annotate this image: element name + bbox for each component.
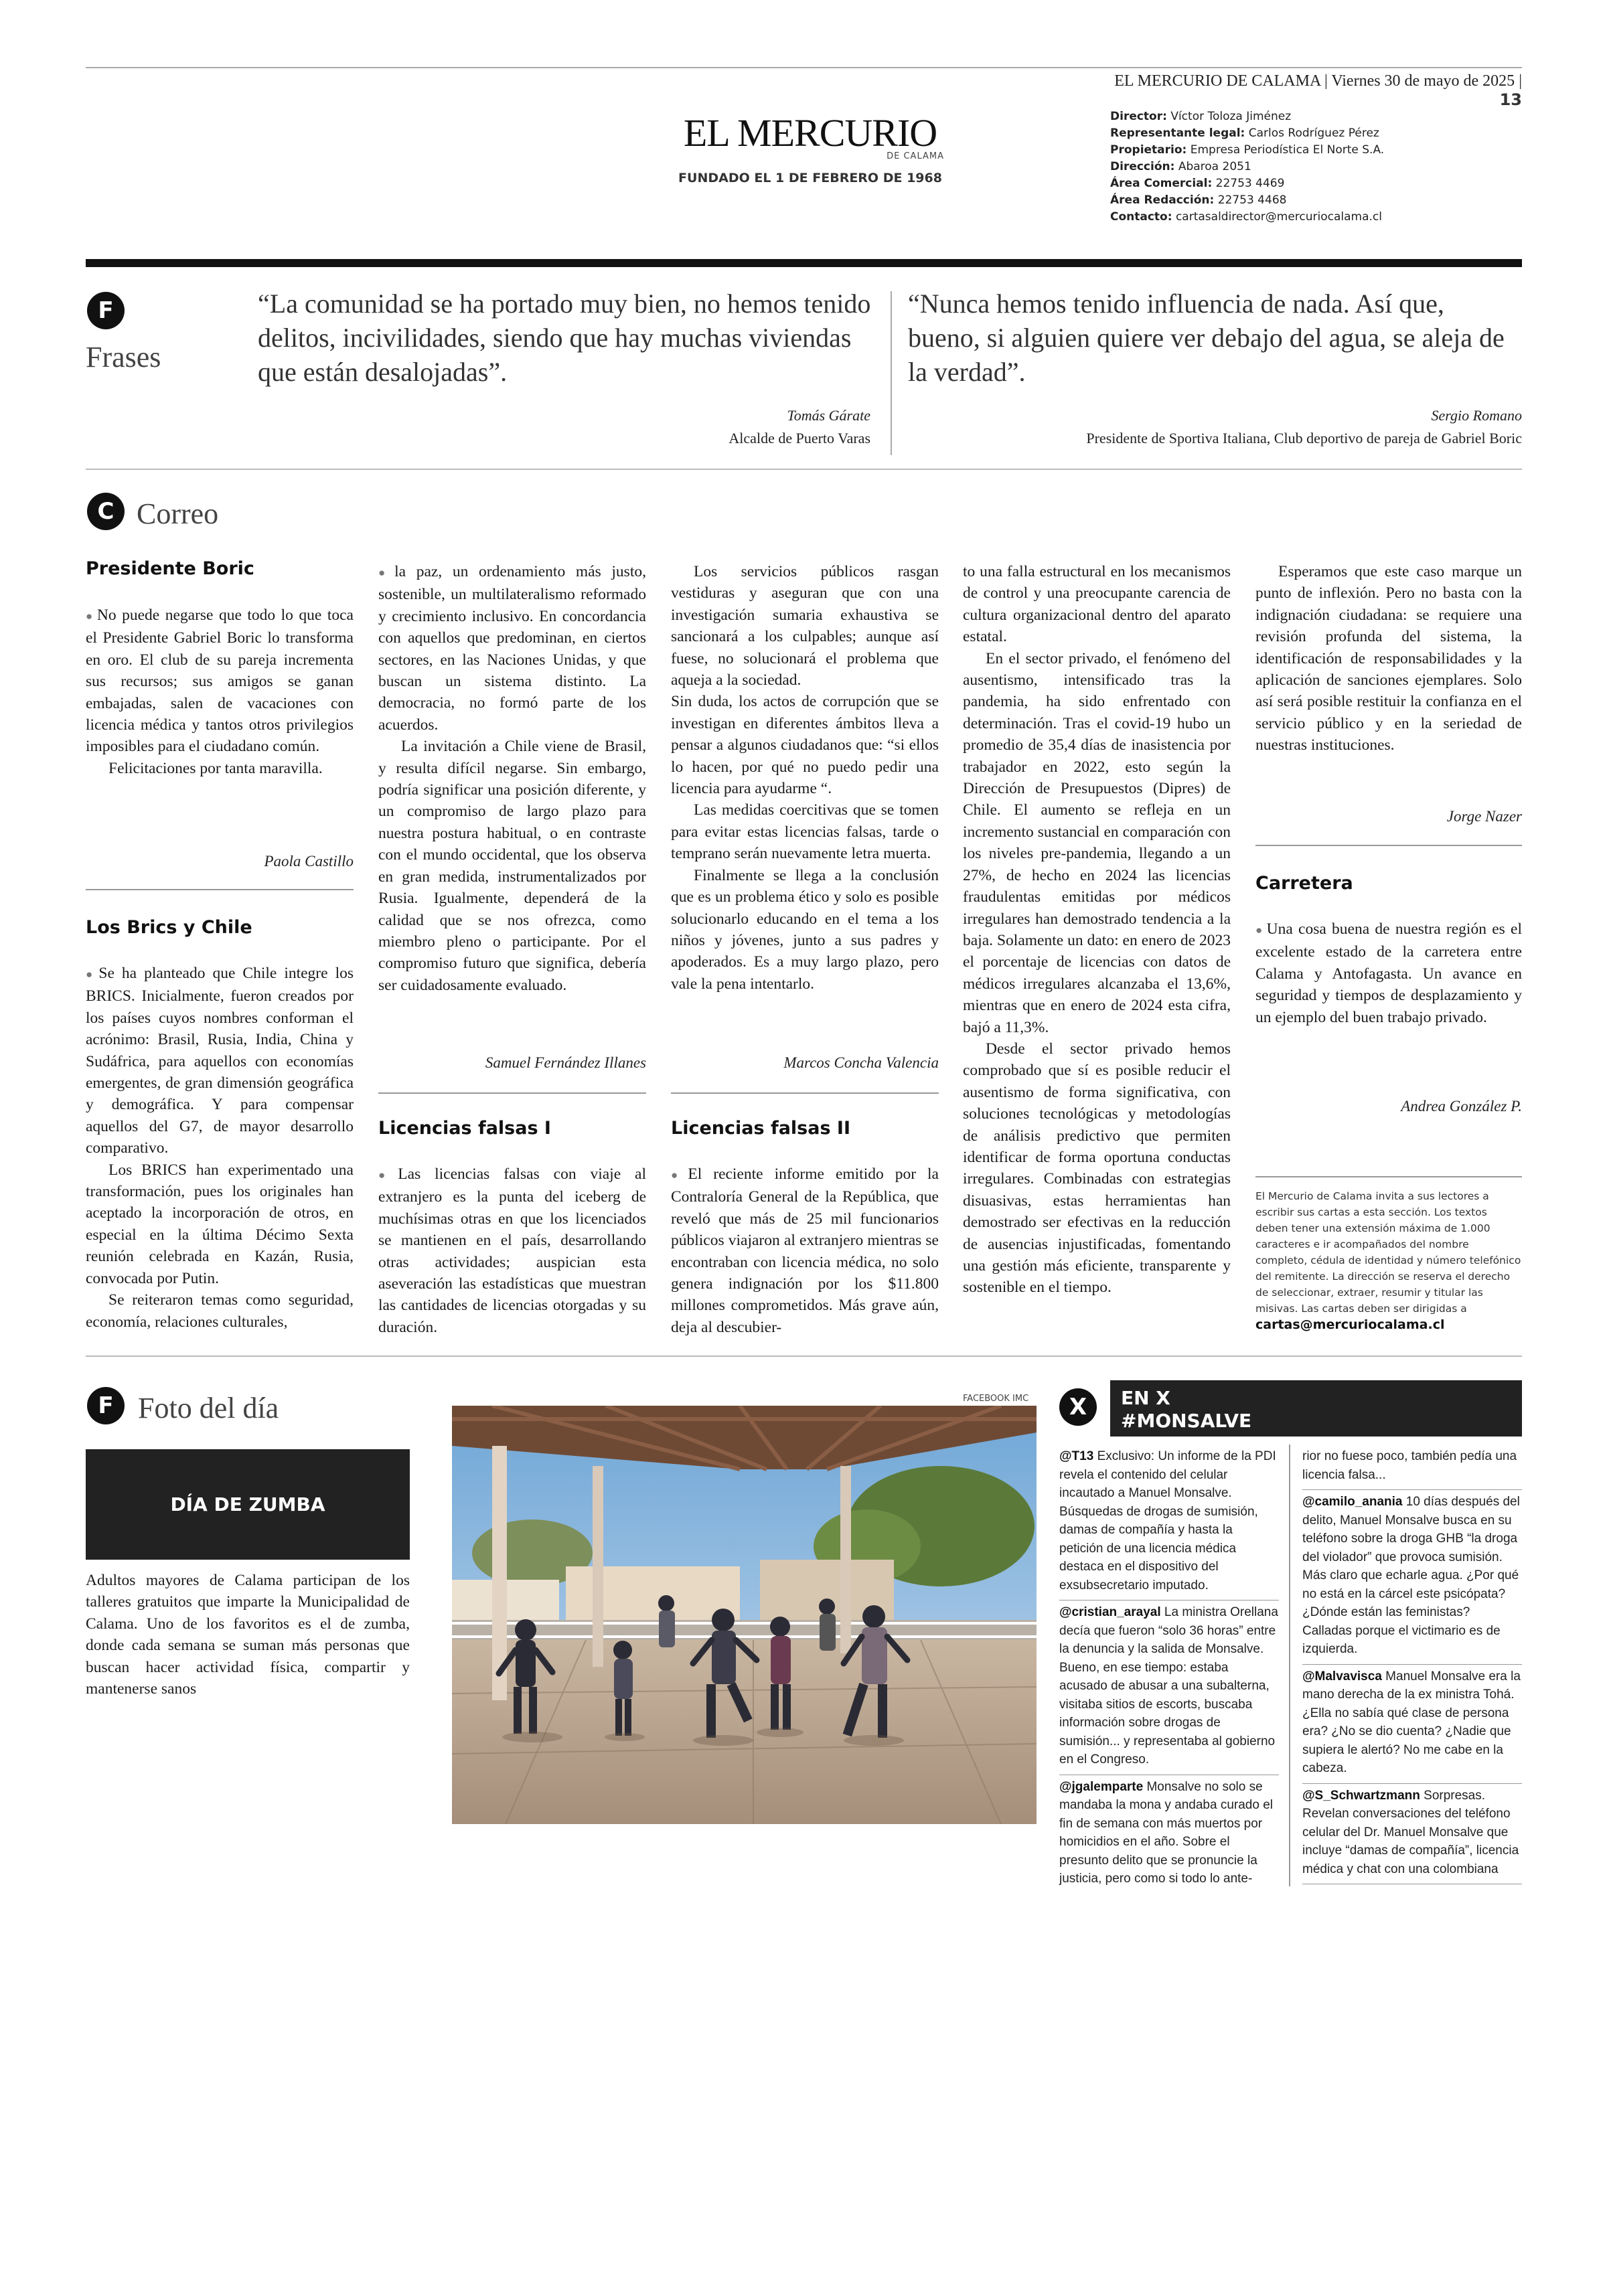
- frases-label: Frases: [86, 341, 161, 374]
- tweet-handle[interactable]: @T13: [1059, 1449, 1094, 1463]
- letter-body-brics-col2: ● la paz, un ordenamiento más justo, sostenible, un multilateralismo reformado y crecimiento inclusivo. En concordancia con aquellos que predominan, en ciertos sectores, en las Naciones Unidas, y que buscan un sistema distinto. La democracia, no formó parte de los acuerdos. La invitación a Chile viene de Brasil, y resulta difícil negarse. Sin embargo, podría significar una posición diferente, y un compromiso de largo plazo para nuestra postura habitual, o en contraste con el mundo occidental, que los observa en gran medida, instrumentalizados por Rusia. Igualmente, dependerá de la calidad que se nos ofrezca, como miembro pleno o participante. Por el compromiso futuro que significa, debería ser cuidadosamente evaluado.: [378, 561, 646, 996]
- quote-1-role: Alcalde de Puerto Varas: [729, 430, 870, 446]
- founded-line: FUNDADO EL 1 DE FEBRERO DE 1968: [678, 171, 942, 185]
- quote-2-role: Presidente de Sportiva Italiana, Club deportivo de pareja de Gabriel Boric: [1086, 430, 1522, 446]
- contact-email-link[interactable]: cartasaldirector@mercuriocalama.cl: [1175, 210, 1383, 224]
- letter-body-brics-col1: ● Se ha planteado que Chile integre los BRICS. Inicialmente, fueron creados por los países cuyos nombres conforman el acrónimo: Brasil, Rusia, India, China y Sudáfrica, para aquellos con economías emergentes, de gran dimensión geográfica y demográfica. Y para compensar aquellos del G7, de mayor desarrollo comparativo. Los BRICS han experimentado una transformación, pues los originales han aceptado la incorporación de otros, en especial en la última Décimo Sexta reunión celebrada en Kazán, Rusia, convocada por Putin. Se reiteraron temas como seguridad, economía, relaciones culturales,: [86, 963, 354, 1333]
- letter-body-lic2-col5: Esperamos que este caso marque un punto de inflexión. Pero no basta con la indignación ciudadana: se requiere una revisión profunda del sistema, la identificación de responsabilidades y la aplicación de sanciones ejemplares. Solo así será posible restituir la confianza en el servicio público y en la seriedad de nuestras instituciones.: [1255, 563, 1522, 754]
- x-badge: X: [1059, 1388, 1097, 1426]
- signature-brics: Samuel Fernández Illanes: [485, 1054, 646, 1071]
- tweet-handle[interactable]: @jgalemparte: [1059, 1779, 1144, 1794]
- quote-1: “La comunidad se ha portado muy bien, no hemos tenido delitos, incivilidades, siendo que hay muchas viviendas que están desalojadas”.: [258, 289, 871, 387]
- photo-title-box: [86, 1449, 410, 1560]
- top-rule: [86, 67, 1522, 68]
- signature-lic1: Marcos Concha Valencia: [783, 1054, 939, 1071]
- letter-body-lic1: ● Las licencias falsas con viaje al extranjero es la punta del iceberg de muchísimas otras en que los licenciados se mantienen en el país, desarrollando otras actividades; auspician esta aseveración las estadísticas que muestran las cantidades de licencias otorgadas y su duración.: [378, 1163, 646, 1338]
- staff-legal: Representante legal: Carlos Rodríguez Pérez: [1110, 127, 1379, 140]
- tweet-handle[interactable]: @cristian_arayal: [1059, 1605, 1161, 1619]
- signature-boric: Paola Castillo: [264, 853, 354, 870]
- masthead-title: EL MERCURIO: [683, 111, 937, 155]
- divider-1: [86, 889, 354, 890]
- divider-4: [1255, 845, 1522, 846]
- paper-name: EL MERCURIO DE CALAMA: [1114, 72, 1320, 90]
- x-column-2: [1302, 1445, 1522, 1884]
- quote-2-author: Sergio Romano: [1431, 407, 1522, 424]
- letters-email-link[interactable]: cartas@mercuriocalama.cl: [1255, 1317, 1445, 1332]
- photo-title: DÍA DE ZUMBA: [170, 1493, 325, 1515]
- page-header: EL MERCURIO DE CALAMA | Viernes 30 de mayo de 2025 | 13: [1114, 72, 1522, 109]
- letter-body-carretera: ● Una cosa buena de nuestra región es el excelente estado de la carretera entre Calama y Antofagasta. Un avance en seguridad y tiempos de desplazamiento y un ejemplo del buen trabajo privado.: [1255, 918, 1522, 1028]
- letter-body-lic1-cont: Los servicios públicos rasgan vestiduras y aseguran que con una investigación sumaria exhaustiva se sancionará a los culpables; aunque así fuese, no solucionará el problema que aqueja a la sociedad. Sin duda, los actos de corrupción que se investigan en diferentes ámbitos lleva a pensar a algunos ciudadanos que: “si ellos lo hacen, por qué no puedo pedir una licencia para ayudarme “. Las medidas coercitivas que se tomen para evitar estas licencias falsas, tarde o temprano serán nuevamente letra muerta. Finalmente se llega a la conclusión que es un problema ético y solo es posible solucionarlo educando en el tema a los niños y jóvenes, junto a sus padres y apoderados. Es a muy largo plazo, pero vale la pena intentarlo.: [671, 563, 939, 993]
- tweet-handle[interactable]: @Malvavisca: [1302, 1669, 1382, 1684]
- staff-contact: Contacto: cartasaldirector@mercuriocalama.cl: [1110, 210, 1383, 224]
- correo-badge: C: [87, 493, 125, 530]
- letter-title-boric: Presidente Boric: [86, 558, 254, 579]
- letter-title-brics: Los Brics y Chile: [86, 917, 252, 938]
- staff-box: [1110, 108, 1512, 226]
- tweet-item: @cristian_arayal La ministra Orellana decía que fueron “solo 36 horas” entre la denuncia y la salida de Monsalve. Bueno, en ese tiempo: estaba acusado de abusar a una subalterna, visitaba sitios de escorts, buscaba información sobre drogas de sumisión... y representaba al gobierno en el Congreso.: [1059, 1601, 1279, 1775]
- quote-1-author: Tomás Gárate: [787, 407, 870, 424]
- staff-commercial: Área Comercial: 22753 4469: [1110, 177, 1285, 190]
- letter-title-lic1: Licencias falsas I: [378, 1118, 551, 1139]
- photo-credit: FACEBOOK IMC: [963, 1394, 1029, 1404]
- tweet-item: @S_Schwartzmann Sorpresas. Revelan conversaciones del teléfono celular del Dr. Manuel Monsalve que incluye “damas de compañía”, licencia médica y chat con una colombiana: [1302, 1784, 1522, 1885]
- header-bar: [86, 259, 1522, 267]
- tweet-handle[interactable]: @S_Schwartzmann: [1302, 1788, 1420, 1803]
- correo-bottom-rule: [86, 1356, 1522, 1357]
- divider-2: [378, 1092, 646, 1094]
- signature-carretera: Andrea González P.: [1401, 1098, 1522, 1115]
- staff-newsroom: Área Redacción: 22753 4468: [1110, 193, 1287, 207]
- letters-note: El Mercurio de Calama invita a sus lectores a escribir sus cartas a esta sección. Los textos deben tener una extensión máxima de 1.000 caracteres e ir acompañados del nombre completo, cédula de identidad y número telefónico del remitente. La dirección se reserva el derecho de seleccionar, extraer, resumir y titular las misivas. Las cartas deben ser dirigidas a cartas@mercuriocalama.cl: [1255, 1190, 1521, 1332]
- x-title-bar: [1110, 1380, 1522, 1437]
- quote-2: “Nunca hemos tenido influencia de nada. Así que, bueno, si alguien quiere ver debajo del agua, se aleja de la verdad”.: [908, 289, 1505, 387]
- tweet-item: @camilo_anania 10 días después del delito, Manuel Monsalve busca en su teléfono sobre la droga GHB “la droga del violador” que provoca sumisión. Más claro que echarle agua. ¿Por qué no está en la cárcel este psicópata? ¿Dónde están las feministas? Calladas porque el victimario es de izquierda.: [1302, 1490, 1522, 1665]
- divider-3: [671, 1092, 939, 1094]
- x-title-2: #MONSALVE: [1121, 1410, 1252, 1432]
- masthead: [670, 110, 951, 185]
- divider-5: [1255, 1176, 1522, 1177]
- issue-date: Viernes 30 de mayo de 2025: [1331, 72, 1515, 90]
- tweet-item: @Malvavisca Manuel Monsalve era la mano derecha de la ex ministra Tohá. ¿Ella no sabía qué clase de persona era? ¿No se dio cuenta? ¿Nadie que supiera le alertó? No me cabe en la cabeza.: [1302, 1665, 1522, 1784]
- x-column-divider: [1289, 1445, 1290, 1886]
- correo-label: Correo: [137, 497, 219, 530]
- letter-title-carretera: Carretera: [1255, 873, 1353, 894]
- tweet-item: rior no fuese poco, también pedía una licencia falsa...: [1302, 1445, 1522, 1490]
- x-column-1: [1059, 1445, 1279, 1894]
- foto-label: Foto del día: [138, 1392, 279, 1424]
- staff-owner: Propietario: Empresa Periodística El Norte S.A.: [1110, 143, 1385, 157]
- tweet-item: @T13 Exclusivo: Un informe de la PDI revela el contenido del celular incautado a Manuel Monsalve. Búsquedas de drogas de sumisión, damas de compañía y hasta la petición de una licencia médica destaca en el dispositivo del exsubsecretario imputado.: [1059, 1445, 1279, 1601]
- zumba-photo: [452, 1406, 1037, 1824]
- masthead-subtitle: DE CALAMA: [887, 151, 944, 161]
- letter-body-lic2-col4: to una falla estructural en los mecanismos de control y una preocupante carencia de cultura organizacional dentro del aparato estatal. En el sector privado, el fenómeno del ausentismo, intensificado tras la pandemia, ha sido enfrentado con determinación. Tras el covid-19 hubo un promedio de 35,4 días de inasistencia por trabajador en 2022, esto según la Dirección de Presupuestos (Dipres) de Chile. El aumento se refleja en un incremento sustancial en comparación con los niveles pre-pandemia, llegando a un 27%, de hecho en 2024 las licencias fraudulentas emitidas por médicos irregulares han demostrado tendencia a la baja. Solamente un dato: en enero de 2023 el porcentaje de licencias con datos de médicos irregulares alcanzaba el 13,6%, mientras que en enero de 2024 esta cifra, bajó a 11,3%. Desde el sector privado hemos comprobado que sí es posible reducir el ausentismo de forma significativa, con soluciones tecnológicas y metodologías de análisis predictivo que permiten identificar de forma oportuna conductas irregulares. Combinadas con estrategias disuasivas, estas herramientas han demostrado ser efectivas en la reducción de ausencias injustificadas, fomentando una gestión más eficiente, transparente y sostenible en el tiempo.: [963, 563, 1231, 1297]
- letter-title-lic2: Licencias falsas II: [671, 1118, 851, 1139]
- foto-badge: F: [87, 1387, 125, 1424]
- tweet-item: @jgalemparte Monsalve no solo se mandaba la mona y andaba curado el fin de semana con más muertos por homicidios en el año. Sobre el presunto delito que se pronuncie la justicia, pero como si todo lo ante-: [1059, 1779, 1274, 1886]
- frases-bottom-rule: [86, 469, 1522, 470]
- tweet-handle[interactable]: @camilo_anania: [1302, 1495, 1403, 1509]
- letter-body-lic2-col3: ● El reciente informe emitido por la Contraloría General de la República, que reveló que más de 25 mil funcionarios públicos viajaron al extranjero mientras se encontraban con licencia médica, no solo genera indignación por los $11.800 millones comprometidos. Más grave aún, deja al descubier-: [671, 1163, 939, 1338]
- page-number: 13: [1499, 90, 1522, 109]
- photo-caption: Adultos mayores de Calama participan de los talleres gratuitos que imparte la Municipalidad de Calama. Uno de los favoritos es el de zumba, donde cada semana se suman más personas que buscan hacer actividad física, compartir y mantenerse sanos: [86, 1572, 410, 1698]
- letter-body-boric: ● No puede negarse que todo lo que toca el Presidente Gabriel Boric lo transforma en oro. El club de su pareja incrementa sus recursos; sus amigos se ganan embajadas, salen de vacaciones con licencia médica y tantos otros privilegios imposibles para el ciudadano común. Felicitaciones por tanta maravilla.: [86, 604, 354, 779]
- staff-director: Director: Víctor Toloza Jiménez: [1110, 110, 1292, 123]
- frases-badge: F: [87, 292, 125, 329]
- zumba-photo-illustration: [452, 1406, 1037, 1824]
- staff-address: Dirección: Abaroa 2051: [1110, 160, 1251, 173]
- signature-lic2: Jorge Nazer: [1446, 808, 1522, 825]
- x-title-1: EN X: [1121, 1387, 1170, 1409]
